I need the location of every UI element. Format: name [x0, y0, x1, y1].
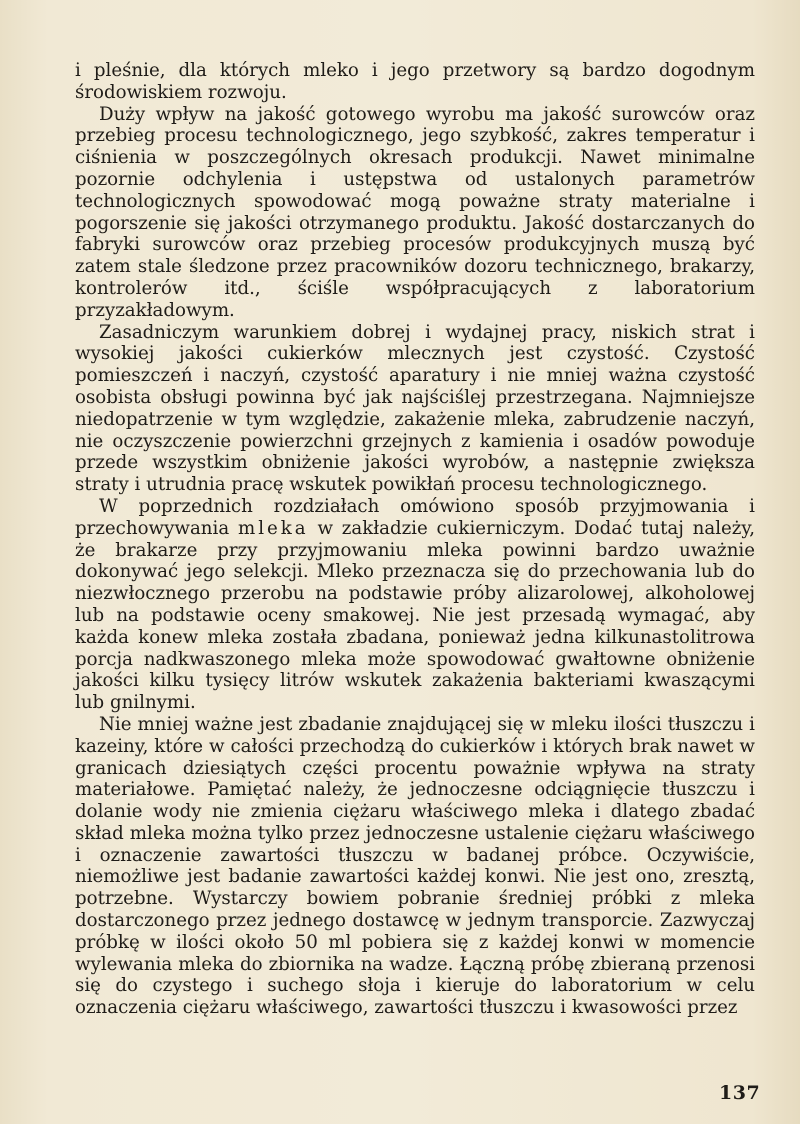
- paragraph-milk-intake: [75, 496, 755, 714]
- paragraph-quality-factors: Duży wpływ na jakość gotowego wyrobu ma jakość surowców oraz przebieg procesu technologicznego, jego szybkość, zakres temperatur i ciśnienia w poszczególnych okresach produkcji. Nawet minimalne pozornie odchylenia i ustępstwa od ustalonych parametrów technologicznych spowodować mogą poważne straty materialne i pogorszenie się jakości otrzymanego produktu. Jakość dostarczanych do fabryki surowców oraz przebieg procesów produkcyjnych muszą być zatem stale śledzone przez pracowników dozoru technicznego, brakarzy, kontrolerów itd., ściśle współpracujących z laboratorium przyzakładowym.: [75, 103, 755, 321]
- spaced-word-milk: mleka: [237, 517, 309, 539]
- paragraph-text-before: W poprzednich rozdziałach omówiono sposób przyjmowania i przechowywania: [75, 495, 755, 539]
- paragraph-fat-casein: Nie mniej ważne jest zbadanie znajdującej się w mleku ilości tłuszczu i kazeiny, które w całości przechodzą do cukierków i których brak nawet w granicach dziesiątych części procentu poważnie wpływa na straty materiałowe. Pamiętać należy, że jednoczesne odciągnięcie tłuszczu i dolanie wody nie zmienia ciężaru właściwego mleka i dlatego zbadać skład mleka można tylko przez jednoczesne ustalenie ciężaru właściwego i oznaczenie zawartości tłuszczu w badanej próbce. Oczywiście, niemożliwe jest badanie zawartości każdej konwi. Nie jest ono, zresztą, potrzebne. Wystarczy bowiem pobranie średniej próbki z mleka dostarczonego przez jednego dostawcę w jednym transporcie. Zazwyczaj próbkę w ilości około 50 ml pobiera się z każdej konwi w momencie wylewania mleka do zbiornika na wadze. Łączną próbę zbieraną przenosi się do czystego i suchego słoja i kieruje do laboratorium w celu oznaczenia ciężaru właściwego, zawartości tłuszczu i kwasowości przez: [75, 713, 755, 1019]
- page-number: 137: [719, 1082, 761, 1104]
- body-text: [75, 60, 755, 1019]
- paragraph-continued: i pleśnie, dla których mleko i jego przetwory są bardzo dogodnym środowiskiem rozwoju.: [75, 60, 755, 103]
- paragraph-text-after: w zakładzie cukierniczym. Dodać tutaj należy, że brakarze przy przyjmowaniu mleka powinni bardzo uważnie dokonywać jego selekcji. Mleko przeznacza się do przechowania lub do niezwłocznego przerobu na podstawie próby alizarolowej, alkoholowej lub na podstawie oceny smakowej. Nie jest przesadą wymagać, aby każda konew mleka została zbadana, ponieważ jedna kilkunastolitrowa porcja nadkwaszonego mleka może spowodować gwałtowne obniżenie jakości kilku tysięcy litrów wskutek zakażenia bakteriami kwaszącymi lub gnilnymi.: [75, 517, 755, 714]
- paragraph-cleanliness: Zasadniczym warunkiem dobrej i wydajnej pracy, niskich strat i wysokiej jakości cukierków mlecznych jest czystość. Czystość pomieszczeń i naczyń, czystość aparatury i nie mniej ważna czystość osobista obsługi powinna być jak najściślej przestrzegana. Najmniejsze niedopatrzenie w tym względzie, zakażenie mleka, zabrudzenie naczyń, nie oczyszczenie powierzchni grzejnych z kamienia i osadów powoduje przede wszystkim obniżenie jakości wyrobów, a następnie zwiększa straty i utrudnia pracę wskutek powikłań procesu technologicznego.: [75, 321, 755, 496]
